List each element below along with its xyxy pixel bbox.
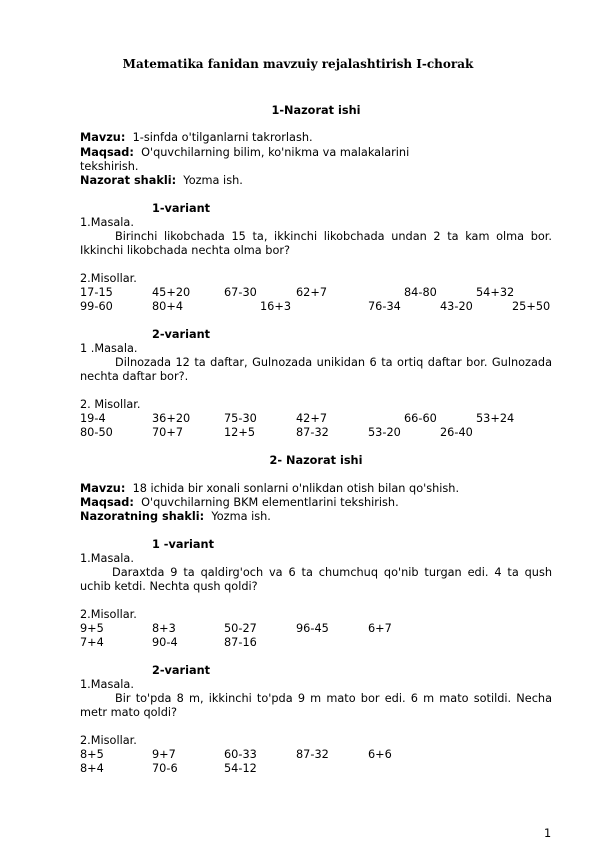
s2-variant1-heading: 1 -variant xyxy=(152,538,214,551)
expression: 75-30 xyxy=(224,412,257,425)
shakl-value: Yozma ish. xyxy=(183,174,243,187)
s1-v2-masala-text: Dilnozada 12 ta daftar, Gulnozada unikidan 6 ta ortiq daftar bor. Gulnozada nechta daftar bor?. xyxy=(80,356,552,383)
expression: 53-20 xyxy=(368,426,401,439)
expression: 84-80 xyxy=(404,286,437,299)
expression: 17-15 xyxy=(80,286,113,299)
page-title: Matematika fanidan mavzuiy rejalashtirish I-chorak xyxy=(122,57,474,71)
expression: 53+24 xyxy=(476,412,515,425)
s2-v2-misollar-row1 xyxy=(0,748,596,762)
expression: 66-60 xyxy=(404,412,437,425)
section2-maqsad xyxy=(80,496,399,510)
s1-v1-masala-text: Birinchi likobchada 15 ta, ikkinchi likobchada undan 2 ta kam olma bor. Ikkinchi likobchada nechta olma bor? xyxy=(80,230,552,257)
expression: 8+3 xyxy=(152,622,176,635)
section2-shakl xyxy=(80,510,271,524)
section2-heading: 2- Nazorat ishi xyxy=(269,454,363,467)
expression: 96-45 xyxy=(296,622,329,635)
expression: 70+7 xyxy=(152,426,184,439)
expression: 8+4 xyxy=(80,762,104,775)
maqsad-value: O'quvchilarning bilim, ko'nikma va malakalarini xyxy=(141,146,410,159)
s1-variant2-heading: 2-variant xyxy=(152,328,211,341)
expression: 42+7 xyxy=(296,412,328,425)
maqsad-value: O'quvchilarning BKM elementlarini tekshirish. xyxy=(141,496,399,509)
s2-v2-masala-label: 1.Masala. xyxy=(80,678,134,691)
section1-mavzu xyxy=(80,131,313,145)
mavzu-value: 18 ichida bir xonali sonlarni o'nlikdan otish bilan qo'shish. xyxy=(132,482,460,495)
expression: 25+50 xyxy=(512,300,551,313)
s2-v1-misollar-row2 xyxy=(0,636,596,650)
expression: 87-16 xyxy=(224,636,257,649)
s1-v1-misollar-label: 2.Misollar. xyxy=(80,272,137,285)
maqsad-label: Maqsad: xyxy=(80,496,134,509)
s1-v2-misollar-row1 xyxy=(0,412,596,426)
s1-v1-misollar-row2 xyxy=(0,300,596,314)
s2-v1-masala-label: 1.Masala. xyxy=(80,552,134,565)
expression: 43-20 xyxy=(440,300,473,313)
shakl-label: Nazorat shakli: xyxy=(80,174,177,187)
expression: 62+7 xyxy=(296,286,328,299)
s2-v2-misollar-label: 2.Misollar. xyxy=(80,734,137,747)
expression: 50-27 xyxy=(224,622,257,635)
expression: 99-60 xyxy=(80,300,113,313)
expression: 80+4 xyxy=(152,300,184,313)
maqsad-label: Maqsad: xyxy=(80,146,134,159)
expression: 6+6 xyxy=(368,748,392,761)
s2-variant2-heading: 2-variant xyxy=(152,664,211,677)
s1-v1-masala-label: 1.Masala. xyxy=(80,216,134,229)
expression: 54+32 xyxy=(476,286,515,299)
section1-shakl xyxy=(80,174,243,188)
s1-v1-misollar-row1 xyxy=(0,286,596,300)
s1-v2-misollar-row2 xyxy=(0,426,596,440)
expression: 90-4 xyxy=(152,636,178,649)
mavzu-value: 1-sinfda o'tilganlarni takrorlash. xyxy=(132,131,313,144)
s2-v2-misollar-row2 xyxy=(0,762,596,776)
expression: 67-30 xyxy=(224,286,257,299)
expression: 6+7 xyxy=(368,622,392,635)
section1-maqsad xyxy=(80,146,409,160)
expression: 80-50 xyxy=(80,426,113,439)
expression: 87-32 xyxy=(296,426,329,439)
expression: 76-34 xyxy=(368,300,401,313)
expression: 9+5 xyxy=(80,622,104,635)
shakl-label: Nazoratning shakli: xyxy=(80,510,205,523)
s2-v1-misollar-row1 xyxy=(0,622,596,636)
shakl-value: Yozma ish. xyxy=(211,510,271,523)
s2-v1-misollar-label: 2.Misollar. xyxy=(80,608,137,621)
expression: 87-32 xyxy=(296,748,329,761)
section1-heading: 1-Nazorat ishi xyxy=(271,104,361,117)
section1-maqsad-cont: tekshirish. xyxy=(80,160,139,173)
expression: 7+4 xyxy=(80,636,104,649)
section2-mavzu xyxy=(80,482,459,496)
mavzu-label: Mavzu: xyxy=(80,482,126,495)
s2-v2-masala-text: Bir to'pda 8 m, ikkinchi to'pda 9 m mato bor edi. 6 m mato sotildi. Necha metr mato qoldi? xyxy=(80,692,552,719)
s1-variant1-heading: 1-variant xyxy=(152,202,211,215)
expression: 12+5 xyxy=(224,426,256,439)
expression: 54-12 xyxy=(224,762,257,775)
expression: 45+20 xyxy=(152,286,191,299)
expression: 60-33 xyxy=(224,748,257,761)
s2-v1-masala-text: Daraxtda 9 ta qaldirg'och va 6 ta chumchuq qo'nib turgan edi. 4 ta qush uchib ketdi. Nechta qush qoldi? xyxy=(80,566,552,593)
expression: 70-6 xyxy=(152,762,178,775)
expression: 26-40 xyxy=(440,426,473,439)
expression: 19-4 xyxy=(80,412,106,425)
expression: 36+20 xyxy=(152,412,191,425)
mavzu-label: Mavzu: xyxy=(80,131,126,144)
s1-v2-misollar-label: 2. Misollar. xyxy=(80,398,141,411)
expression: 9+7 xyxy=(152,748,176,761)
s1-v2-masala-label: 1 .Masala. xyxy=(80,342,138,355)
page-number: 1 xyxy=(544,827,552,840)
expression: 16+3 xyxy=(260,300,292,313)
expression: 8+5 xyxy=(80,748,104,761)
